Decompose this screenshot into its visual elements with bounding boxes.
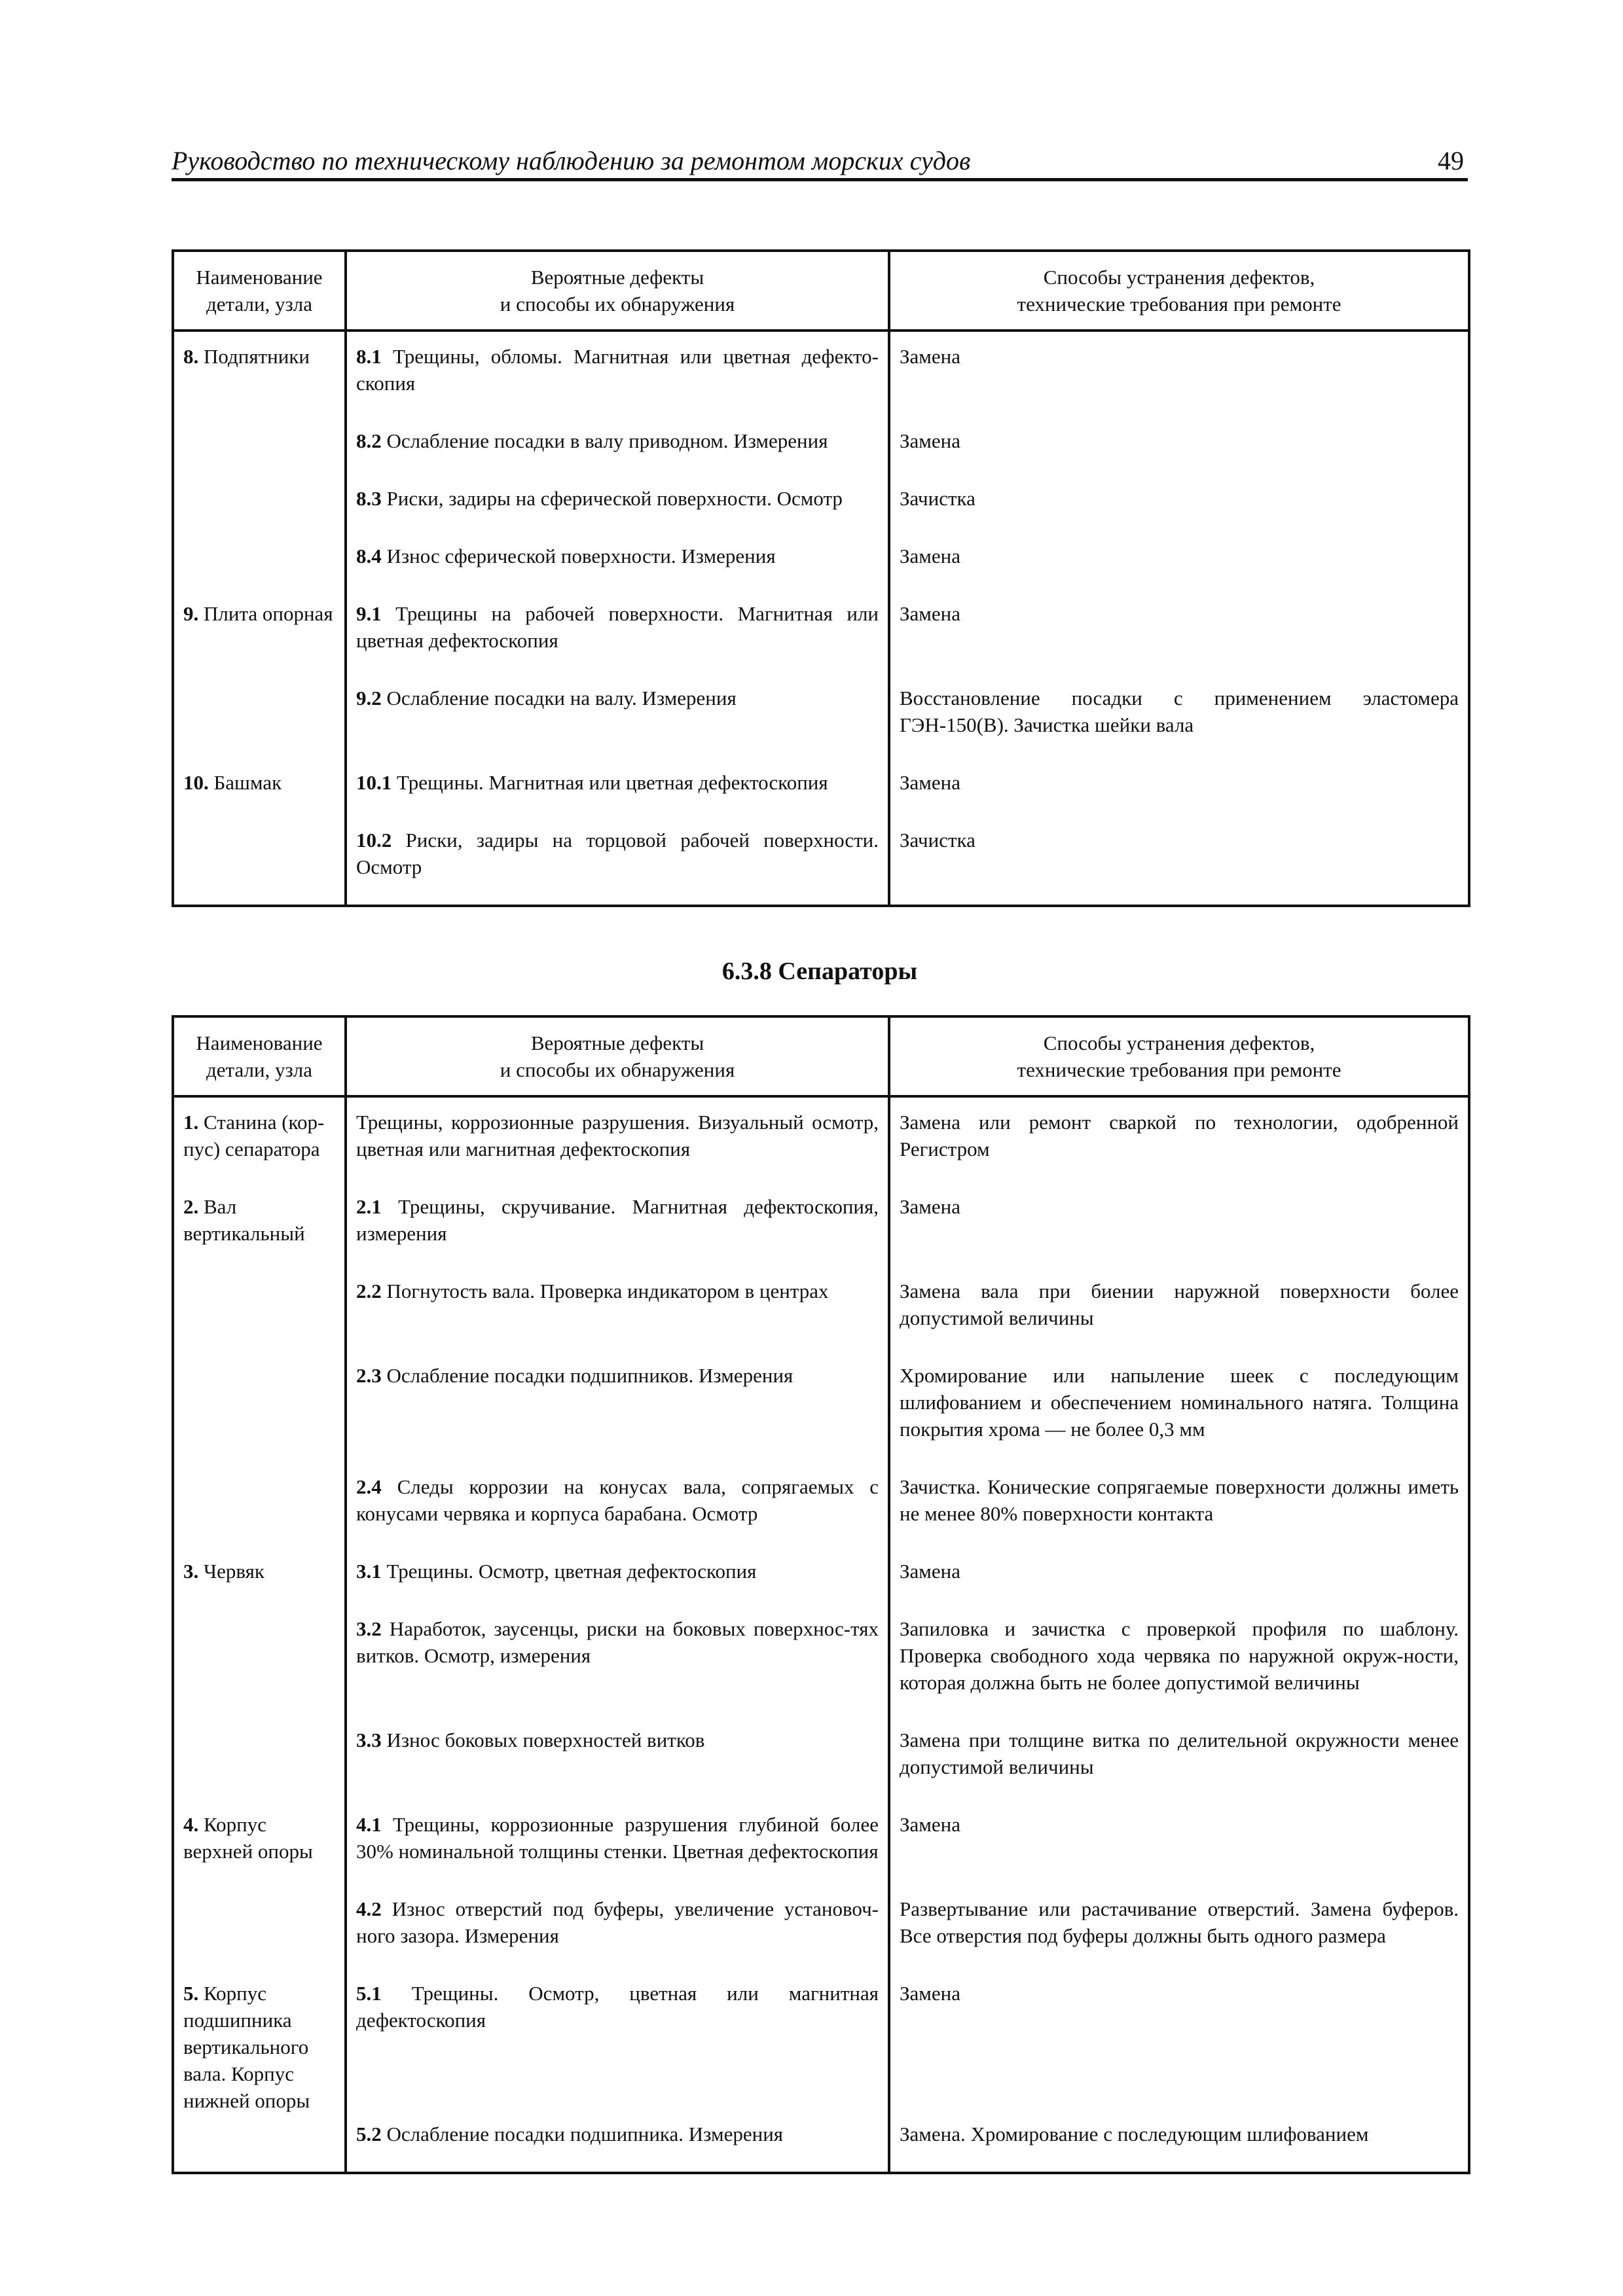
remedy-cell: Замена <box>889 421 1469 478</box>
part-cell: 9. Плита опорная <box>173 594 346 678</box>
remedy-cell: Запиловка и зачистка с проверкой профиля по шаблону. Проверка свободного хода червяка по наружной окруж-ности, которая должна быть не более допустимой величины <box>889 1609 1469 1720</box>
table-row <box>173 1720 1469 1804</box>
table-row <box>173 762 1469 820</box>
table-row <box>173 1551 1469 1609</box>
header-rule <box>172 178 1468 181</box>
column-header-defects: Вероятные дефекты и способы их обнаружения <box>346 1016 889 1096</box>
remedy-cell: Замена <box>889 1187 1469 1271</box>
defect-cell: 4.2 Износ отверстий под буферы, увеличение установоч-ного зазора. Измерения <box>346 1889 889 1973</box>
defect-cell: 3.2 Наработок, заусенцы, риски на боковых поверхнос-тях витков. Осмотр, измерения <box>346 1609 889 1720</box>
remedy-cell: Зачистка <box>889 478 1469 536</box>
defect-cell: 3.3 Износ боковых поверхностей витков <box>346 1720 889 1804</box>
remedy-cell: Замена <box>889 331 1469 421</box>
remedy-cell: Замена <box>889 762 1469 820</box>
column-header-part: Наименование детали, узла <box>173 251 346 331</box>
table-row <box>173 421 1469 478</box>
running-title: Руководство по техническому наблюдению за ремонтом морских судов <box>172 146 971 175</box>
part-cell: 4. Корпус верхней опоры <box>173 1804 346 1889</box>
part-cell <box>173 2114 346 2173</box>
defect-cell: 3.1 Трещины. Осмотр, цветная дефектоскопия <box>346 1551 889 1609</box>
table-row <box>173 331 1469 421</box>
table-row <box>173 1889 1469 1973</box>
part-cell <box>173 421 346 478</box>
defect-cell: 4.1 Трещины, коррозионные разрушения глубиной более 30% номинальной толщины стенки. Цветная дефектоскопия <box>346 1804 889 1889</box>
part-cell: 10. Башмак <box>173 762 346 820</box>
defect-cell: 10.2 Риски, задиры на торцовой рабочей поверхности. Осмотр <box>346 820 889 906</box>
remedy-cell: Зачистка <box>889 820 1469 906</box>
column-header-remedy: Способы устранения дефектов, технические требования при ремонте <box>889 251 1469 331</box>
remedy-cell: Развертывание или растачивание отверстий. Замена буферов. Все отверстия под буферы должны быть одного размера <box>889 1889 1469 1973</box>
defect-cell: 2.3 Ослабление посадки подшипников. Измерения <box>346 1355 889 1467</box>
part-cell <box>173 536 346 594</box>
table-row <box>173 1187 1469 1271</box>
table-row <box>173 478 1469 536</box>
table-row <box>173 1467 1469 1551</box>
defect-cell: 8.4 Износ сферической поверхности. Измерения <box>346 536 889 594</box>
table-row <box>173 594 1469 678</box>
remedy-cell: Замена вала при биении наружной поверхности более допустимой величины <box>889 1271 1469 1355</box>
defect-cell: 8.3 Риски, задиры на сферической поверхности. Осмотр <box>346 478 889 536</box>
table-row <box>173 1973 1469 2114</box>
page-header <box>172 145 1468 175</box>
part-cell <box>173 478 346 536</box>
column-header-defects: Вероятные дефекты и способы их обнаружения <box>346 251 889 331</box>
column-header-remedy: Способы устранения дефектов, технические требования при ремонте <box>889 1016 1469 1096</box>
table-row <box>173 1804 1469 1889</box>
remedy-cell: Замена <box>889 1973 1469 2114</box>
repair-table-separators <box>172 1015 1470 2174</box>
defect-cell: Трещины, коррозионные разрушения. Визуальный осмотр, цветная или магнитная дефектоскопия <box>346 1096 889 1187</box>
table-row <box>173 820 1469 906</box>
part-cell <box>173 1609 346 1720</box>
part-cell <box>173 1467 346 1551</box>
remedy-cell: Замена при толщине витка по делительной окружности менее допустимой величины <box>889 1720 1469 1804</box>
part-cell: 1. Станина (кор-пус) сепаратора <box>173 1096 346 1187</box>
table-row <box>173 2114 1469 2173</box>
part-cell: 5. Корпус подшипника вертикального вала. Корпус нижней опоры <box>173 1973 346 2114</box>
remedy-cell: Замена. Хромирование с последующим шлифованием <box>889 2114 1469 2173</box>
defect-cell: 9.1 Трещины на рабочей поверхности. Магнитная или цветная дефектоскопия <box>346 594 889 678</box>
table-row <box>173 1271 1469 1355</box>
defect-cell: 2.2 Погнутость вала. Проверка индикатором в центрах <box>346 1271 889 1355</box>
table-row <box>173 1609 1469 1720</box>
defect-cell: 5.2 Ослабление посадки подшипника. Измерения <box>346 2114 889 2173</box>
remedy-cell: Восстановление посадки с применением эластомера ГЭН-150(В). Зачистка шейки вала <box>889 678 1469 762</box>
remedy-cell: Хромирование или напыление шеек с последующим шлифованием и обеспечением номинального натяга. Толщина покрытия хрома — не более 0,3 мм <box>889 1355 1469 1467</box>
column-header-part: Наименование детали, узла <box>173 1016 346 1096</box>
defect-cell: 2.4 Следы коррозии на конусах вала, сопрягаемых с конусами червяка и корпуса барабана. Осмотр <box>346 1467 889 1551</box>
part-cell <box>173 678 346 762</box>
part-cell <box>173 1271 346 1355</box>
table-row <box>173 536 1469 594</box>
table-row <box>173 1355 1469 1467</box>
remedy-cell: Замена <box>889 1551 1469 1609</box>
remedy-cell: Зачистка. Конические сопрягаемые поверхности должны иметь не менее 80% поверхности контакта <box>889 1467 1469 1551</box>
defect-cell: 8.1 Трещины, обломы. Магнитная или цветная дефекто-скопия <box>346 331 889 421</box>
defect-cell: 2.1 Трещины, скручивание. Магнитная дефектоскопия, измерения <box>346 1187 889 1271</box>
part-cell: 8. Подпятники <box>173 331 346 421</box>
defect-cell: 10.1 Трещины. Магнитная или цветная дефектоскопия <box>346 762 889 820</box>
part-cell <box>173 1889 346 1973</box>
part-cell <box>173 820 346 906</box>
defect-cell: 8.2 Ослабление посадки в валу приводном. Измерения <box>346 421 889 478</box>
defect-cell: 9.2 Ослабление посадки на валу. Измерения <box>346 678 889 762</box>
section-title: 6.3.8 Сепараторы <box>721 958 918 985</box>
part-cell: 2. Вал вертикальный <box>173 1187 346 1271</box>
table-row <box>173 678 1469 762</box>
part-cell <box>173 1355 346 1467</box>
table-row <box>173 1096 1469 1187</box>
remedy-cell: Замена <box>889 536 1469 594</box>
part-cell: 3. Червяк <box>173 1551 346 1609</box>
page-number: 49 <box>1438 146 1464 175</box>
defect-cell: 5.1 Трещины. Осмотр, цветная или магнитная дефектоскопия <box>346 1973 889 2114</box>
part-cell <box>173 1720 346 1804</box>
table-header-row <box>173 1016 1469 1096</box>
table-header-row <box>173 251 1469 331</box>
repair-table-bearings <box>172 249 1470 907</box>
remedy-cell: Замена <box>889 1804 1469 1889</box>
remedy-cell: Замена или ремонт сваркой по технологии, одобренной Регистром <box>889 1096 1469 1187</box>
remedy-cell: Замена <box>889 594 1469 678</box>
